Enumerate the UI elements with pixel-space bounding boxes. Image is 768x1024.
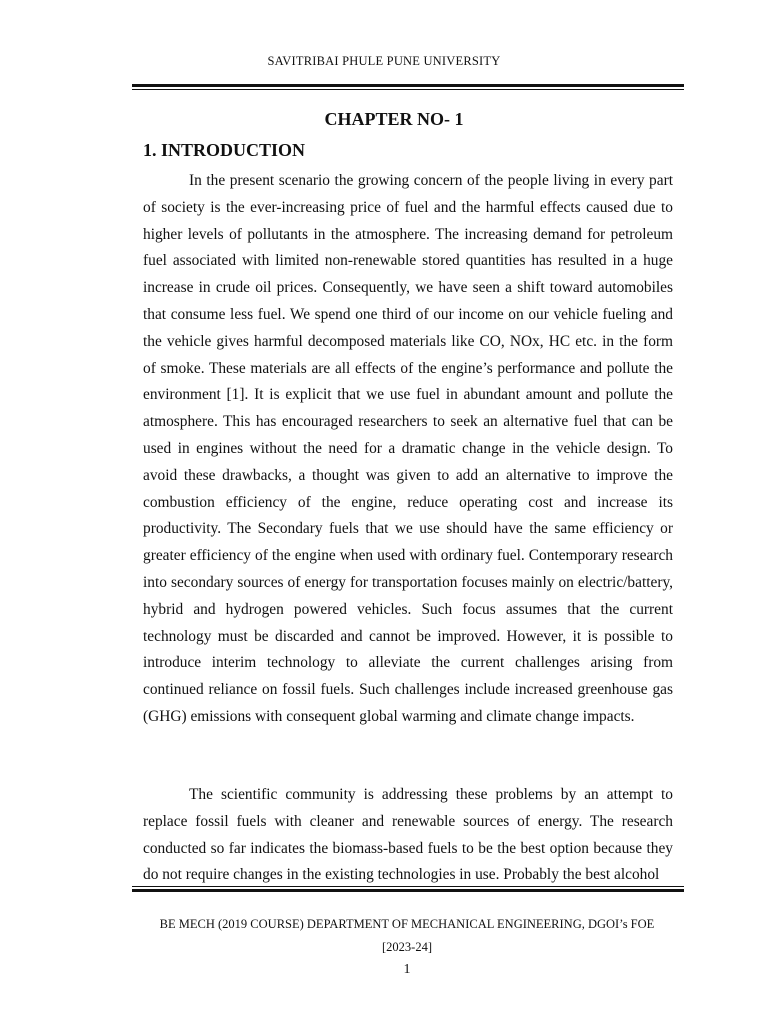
body-paragraph-1 [143,168,673,731]
page-number: 1 [403,962,411,977]
footer-rule-thick [132,889,684,892]
university-header: SAVITRIBAI PHULE PUNE UNIVERSITY [267,54,501,68]
footer-rule [132,886,684,892]
body-paragraph-2 [143,782,673,889]
header-rule-thick [132,84,684,87]
paragraph-2-text: The scientific community is addressing these problems by an attempt to replace fossil fuels with cleaner and renewable sources of energy. The research conducted so far indicates the biomass-based fuels to be the best option because they do not require changes in the existing technologies in use. Probably the best alcohol [143,786,673,884]
chapter-title: CHAPTER NO- 1 [324,109,464,129]
paragraph-1-text: In the present scenario the growing concern of the people living in every part of society is the ever-increasing price of fuel and the harmful effects caused due to higher levels of pollutants in the atmosphere. The increasing demand for petroleum fuel associated with limited non-renewable stored quantities has resulted in a huge increase in crude oil prices. Consequently, we have seen a shift toward automobiles that consume less fuel. We spend one third of our income on our vehicle fueling and the vehicle gives harmful decomposed materials like CO, NOx, HC etc. in the form of smoke. These materials are all effects of the engine’s performance and pollute the environment [1]. It is explicit that we use fuel in abundant amount and pollute the atmosphere. This has encouraged researchers to seek an alternative fuel that can be used in engines without the need for a dramatic change in the vehicle design. To avoid these drawbacks, a thought was given to add an alternative to improve the combustion efficiency of the engine, reduce operating cost and increase its productivity. The Secondary fuels that we use should have the same efficiency or greater efficiency of the engine when used with ordinary fuel. Contemporary research into secondary sources of energy for transportation focuses mainly on electric/battery, hybrid and hydrogen powered vehicles. Such focus assumes that the current technology must be discarded and cannot be improved. However, it is possible to introduce interim technology to alleviate the current challenges arising from continued reliance on fossil fuels. Such challenges include increased greenhouse gas (GHG) emissions with consequent global warming and climate change impacts. [143,172,673,725]
footer-department: BE MECH (2019 COURSE) DEPARTMENT OF MECHANICAL ENGINEERING, DGOI’s FOE [159,917,655,931]
section-heading: 1. INTRODUCTION [143,140,306,160]
footer-year: [2023-24] [382,940,432,954]
header-rule-thin [132,89,684,90]
footer-rule-thin [132,886,684,887]
header-rule [132,84,684,90]
